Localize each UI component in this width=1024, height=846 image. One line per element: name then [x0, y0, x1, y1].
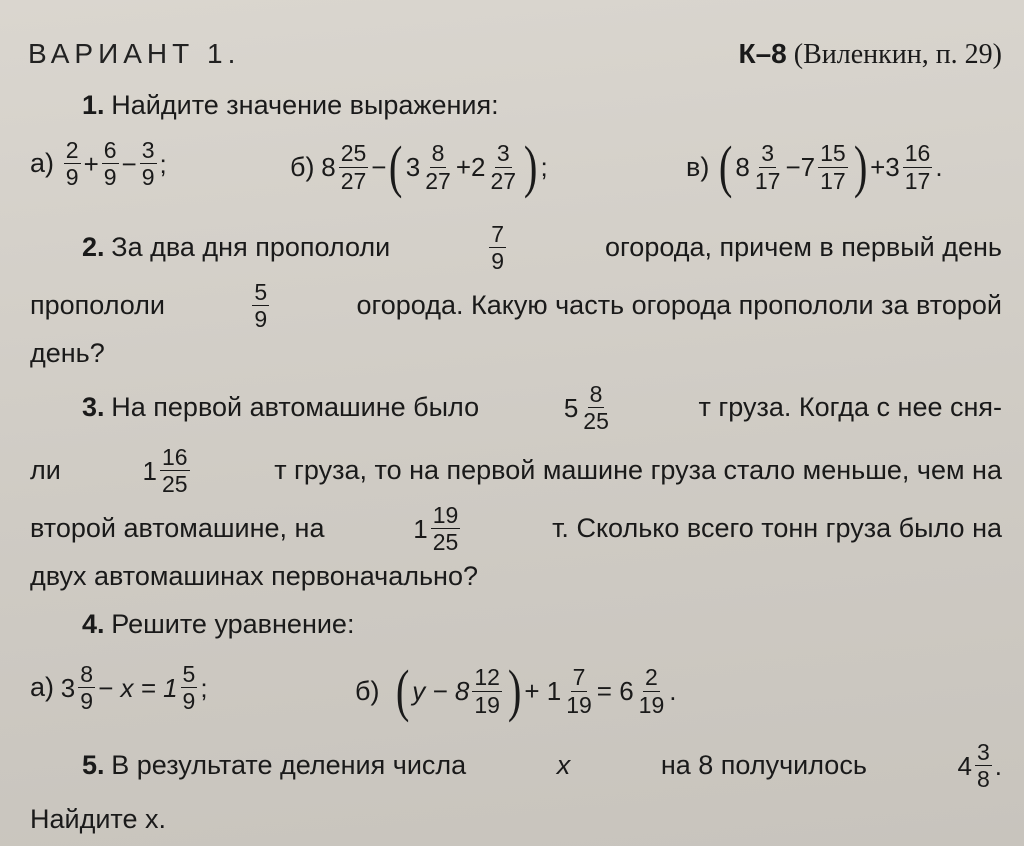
task1-number: 1.: [82, 90, 105, 120]
denominator: 25: [583, 408, 609, 435]
fraction: [472, 665, 502, 716]
denominator: 9: [103, 164, 117, 191]
paren-open: (: [718, 134, 733, 199]
denominator: 9: [491, 248, 505, 275]
fraction: [160, 445, 190, 496]
whole: 1: [413, 513, 428, 544]
numerator: 5: [254, 279, 268, 305]
numerator: 5: [182, 661, 196, 687]
numerator: 2: [645, 664, 658, 691]
whole: 8: [321, 152, 336, 182]
fraction: [339, 141, 369, 192]
numerator: 25: [340, 140, 367, 167]
punct: ;: [200, 672, 208, 703]
numerator: 12: [474, 664, 500, 691]
task1-a-label: а): [30, 148, 55, 179]
fraction: [140, 138, 157, 189]
denominator: 25: [161, 471, 188, 498]
task4-heading: [82, 611, 1002, 638]
punct: .: [669, 676, 677, 706]
task4-a-label: а): [30, 672, 55, 703]
operator: −: [371, 152, 387, 182]
fraction: [975, 740, 992, 791]
text: На первой автомашине было: [111, 392, 480, 423]
numerator: 3: [496, 140, 510, 167]
denominator: 19: [566, 691, 592, 718]
task3-line1: [82, 382, 1002, 433]
task5-number: 5.: [82, 750, 105, 781]
fraction: [78, 662, 95, 713]
fraction: [252, 280, 269, 331]
fraction: [753, 141, 783, 192]
denominator: 9: [182, 688, 196, 715]
punct: .: [994, 750, 1002, 781]
denominator: 19: [638, 691, 665, 718]
numerator: 7: [491, 221, 505, 247]
variable-x: x: [556, 750, 571, 781]
numerator: 2: [65, 137, 79, 163]
text: т груза. Когда с нее сня-: [698, 392, 1002, 423]
task5-line2: Найдите x.: [30, 804, 167, 834]
numerator: 3: [976, 739, 990, 765]
text: т груза, то на первой машине груза стало меньше, чем на: [274, 455, 1002, 486]
whole: 8: [735, 152, 750, 182]
operator: −: [121, 148, 137, 179]
numerator: 15: [820, 140, 846, 167]
denominator: 27: [425, 167, 451, 194]
task5-line1: [82, 740, 1002, 791]
whole: 7: [800, 152, 816, 182]
numerator: 7: [572, 664, 586, 691]
paren-open: (: [389, 134, 403, 199]
task1-title: Найдите значение выражения:: [111, 90, 499, 120]
denominator: 8: [976, 766, 990, 793]
denominator: 9: [254, 306, 268, 333]
task1-c: [686, 134, 943, 199]
fraction: [102, 138, 119, 189]
numerator: 16: [904, 140, 931, 167]
fraction: [581, 382, 611, 433]
task3-number: 3.: [82, 392, 105, 423]
denominator: 17: [754, 167, 781, 194]
numerator: 8: [431, 140, 445, 167]
text: В результате деления числа: [111, 750, 467, 781]
paren-close: ): [507, 658, 522, 723]
fraction: [564, 665, 594, 716]
operator: +: [455, 152, 472, 182]
task4-number: 4.: [82, 609, 105, 639]
whole: 3: [405, 152, 421, 182]
task2-line1: [82, 222, 1002, 273]
task4-a: [30, 662, 208, 713]
paren-open: (: [395, 658, 410, 723]
whole: 4: [957, 750, 972, 781]
numerator: 8: [589, 381, 603, 407]
task3-line3: [30, 503, 1002, 554]
fraction: [181, 662, 198, 713]
whole: 5: [563, 392, 579, 423]
numerator: 16: [161, 444, 188, 470]
whole: 3: [885, 152, 900, 182]
equation-start: y − 8: [412, 676, 470, 706]
task2-line2: [30, 280, 1002, 331]
whole: 2: [471, 152, 486, 182]
equals: = 6: [596, 676, 634, 706]
operator: +: [870, 152, 886, 182]
task4-title: Решите уравнение:: [111, 609, 355, 639]
worksheet-code: [739, 38, 1002, 71]
numerator: 3: [141, 137, 155, 163]
operator: −: [785, 152, 801, 182]
task2-line3: день?: [30, 338, 105, 368]
text: ли: [30, 455, 61, 486]
denominator: 17: [904, 167, 931, 194]
text: За два дня пропололи: [111, 232, 391, 263]
fraction: [64, 138, 81, 189]
numerator: 19: [432, 502, 459, 528]
text: огорода, причем в первый день: [605, 232, 1002, 263]
operator: +: [83, 148, 99, 179]
operator: + 1: [524, 676, 562, 706]
task3-line4: двух автомашинах первоначально?: [30, 561, 478, 591]
text: т. Сколько всего тонн груза было на: [552, 513, 1002, 544]
numerator: 6: [103, 137, 117, 163]
fraction: [431, 503, 461, 554]
task1-a: [30, 138, 167, 189]
punct: ;: [540, 152, 548, 182]
task3-line2: [30, 445, 1002, 496]
numerator: 8: [80, 661, 94, 687]
whole: 1: [142, 455, 157, 486]
punct: .: [935, 152, 943, 182]
denominator: 27: [340, 167, 367, 194]
denominator: 9: [141, 164, 155, 191]
paren-close: ): [524, 134, 538, 199]
text: огорода. Какую часть огорода пропололи за второй: [356, 290, 1002, 321]
fraction: [489, 141, 519, 192]
paren-close: ): [853, 134, 868, 199]
textbook-source: (Виленкин, п. 29): [793, 39, 1002, 70]
task4-b: [355, 658, 677, 723]
punct: ;: [159, 148, 167, 179]
denominator: 9: [65, 164, 79, 191]
text: второй автомашине, на: [30, 513, 325, 544]
text: на 8 получилось: [660, 750, 867, 781]
fraction: [637, 665, 667, 716]
task2-number: 2.: [82, 232, 105, 263]
task1-b: [290, 134, 548, 199]
text: пропололи: [30, 290, 166, 321]
task4-b-label: б): [355, 675, 380, 706]
whole: 3: [60, 672, 76, 703]
denominator: 27: [490, 167, 517, 194]
fraction: [903, 141, 933, 192]
task1-b-label: б): [290, 151, 315, 182]
test-code: К–8: [738, 38, 787, 69]
fraction: [423, 141, 453, 192]
fraction: [818, 141, 848, 192]
fraction: [489, 222, 506, 273]
denominator: 19: [474, 691, 500, 718]
equation-middle: − x = 1: [98, 672, 178, 703]
denominator: 25: [432, 529, 459, 556]
task1-c-label: в): [686, 151, 710, 182]
variant-title: ВАРИАНТ 1.: [28, 38, 241, 69]
task1-heading: [82, 92, 1002, 119]
numerator: 3: [761, 140, 775, 167]
denominator: 9: [80, 688, 94, 715]
denominator: 17: [820, 167, 846, 194]
